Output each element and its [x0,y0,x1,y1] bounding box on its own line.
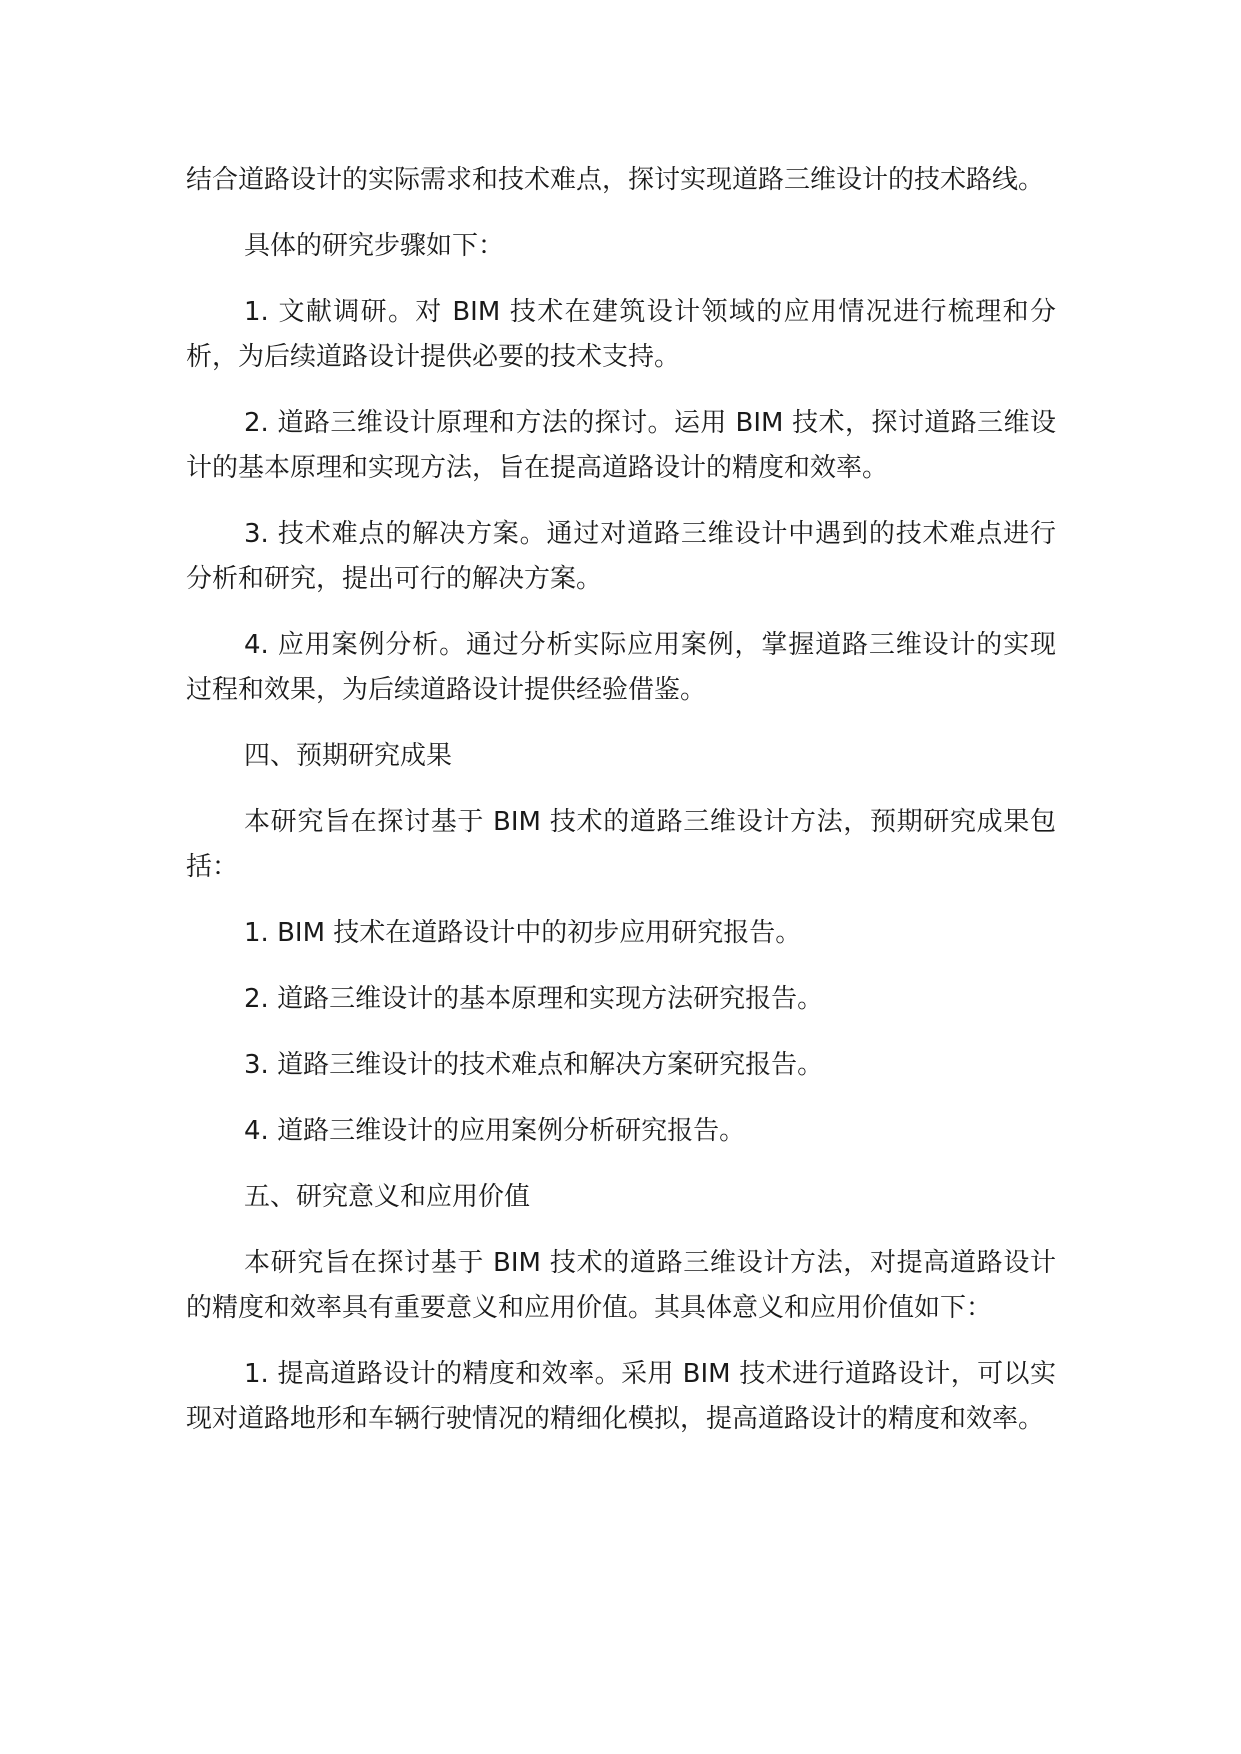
paragraph-result-3: 3. 道路三维设计的技术难点和解决方案研究报告。 [244,1050,824,1080]
paragraph-steps-intro: 具体的研究步骤如下： [244,231,505,261]
paragraph-result-2: 2. 道路三维设计的基本原理和实现方法研究报告。 [244,984,824,1014]
paragraph-route-conclusion: 结合道路设计的实际需求和技术难点，探讨实现道路三维设计的技术路线。 [186,165,1045,195]
paragraph-step-1: 1. 文献调研。对 BIM 技术在建筑设计领域的应用情况进行梳理和分析，为后续道路设计提供必要的技术支持。 [186,297,1056,372]
paragraph-significance-intro: 本研究旨在探讨基于 BIM 技术的道路三维设计方法，对提高道路设计的精度和效率具有重要意义和应用价值。其具体意义和应用价值如下： [186,1248,1056,1323]
section-heading-significance: 五、研究意义和应用价值 [244,1182,531,1212]
paragraph-result-4: 4. 道路三维设计的应用案例分析研究报告。 [244,1116,746,1146]
paragraph-step-4: 4. 应用案例分析。通过分析实际应用案例，掌握道路三维设计的实现过程和效果，为后续道路设计提供经验借鉴。 [186,630,1056,705]
section-heading-expected-results: 四、预期研究成果 [244,741,453,771]
paragraph-result-1: 1. BIM 技术在道路设计中的初步应用研究报告。 [244,918,802,948]
paragraph-expected-results-intro: 本研究旨在探讨基于 BIM 技术的道路三维设计方法，预期研究成果包括： [186,807,1056,882]
document-body [186,158,1056,1463]
paragraph-significance-1: 1. 提高道路设计的精度和效率。采用 BIM 技术进行道路设计，可以实现对道路地形和车辆行驶情况的精细化模拟，提高道路设计的精度和效率。 [186,1359,1056,1434]
paragraph-step-3: 3. 技术难点的解决方案。通过对道路三维设计中遇到的技术难点进行分析和研究，提出可行的解决方案。 [186,519,1056,594]
paragraph-step-2: 2. 道路三维设计原理和方法的探讨。运用 BIM 技术，探讨道路三维设计的基本原理和实现方法，旨在提高道路设计的精度和效率。 [186,408,1056,483]
